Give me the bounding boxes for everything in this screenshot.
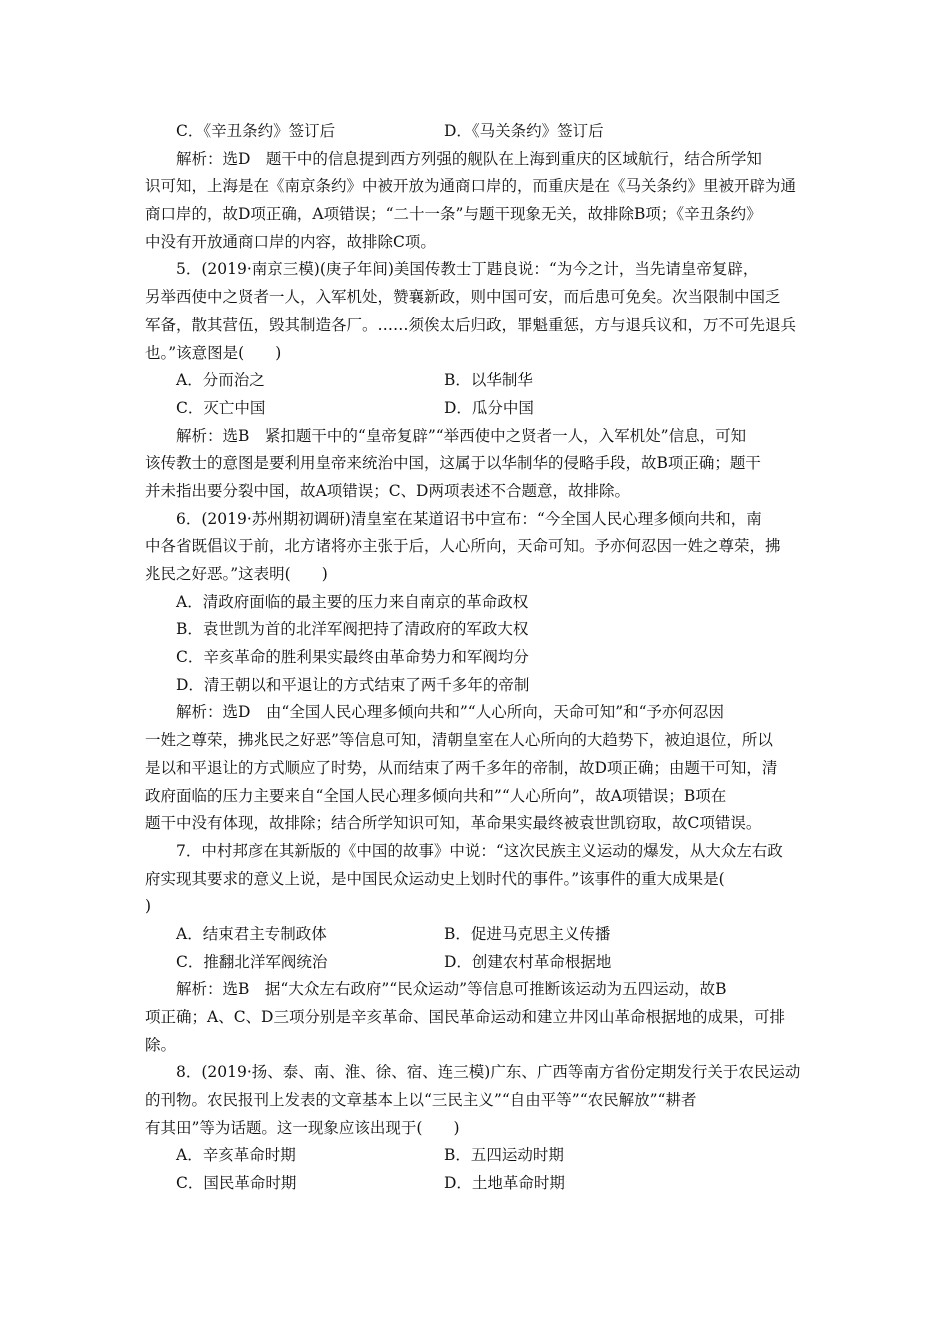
question-stem-line: 另举西使中之贤者一人，入军机处，赞襄新政，则中国可安，而后患可免矣。次当限制中国乏 <box>145 288 781 307</box>
option-row <box>145 949 805 977</box>
question-stem-line: 7．中村邦彦在其新版的《中国的故事》中说：“这次民族主义运动的爆发，从大众左右政 <box>176 841 783 860</box>
option-a: A．分而治之 <box>176 371 265 390</box>
option-d: D．创建农村革命根据地 <box>444 952 612 971</box>
analysis-line: 解析：选B 据“大众左右政府”“民众运动”等信息可推断该运动为五四运动，故B <box>176 980 727 999</box>
question-stem-line: 兆民之好恶。”这表明( ) <box>145 565 328 583</box>
option-c: C．推翻北洋军阀统治 <box>176 952 328 971</box>
question-stem-line: 军备，散其营伍，毁其制造各厂。……须俟太后归政，罪魁重惩，方与退兵议和，万不可先退兵 <box>145 315 797 334</box>
question-stem-line: ) <box>145 897 152 916</box>
analysis-line: 该传教士的意图是要利用皇帝来统治中国，这属于以华制华的侵略手段，故B项正确；题干 <box>145 454 761 473</box>
option-row <box>145 921 805 949</box>
option-row <box>145 367 805 395</box>
analysis-line: 除。 <box>145 1035 177 1054</box>
analysis-line: 解析：选B 紧扣题干中的“皇帝复辟”“举西使中之贤者一人，入军机处”信息，可知 <box>176 426 747 445</box>
analysis-line: 识可知，上海是在《南京条约》中被开放为通商口岸的，而重庆是在《马关条约》里被开辟为通 <box>145 177 797 196</box>
question-stem-line: 也。”该意图是( ) <box>145 343 282 362</box>
option-b: B．促进马克思主义传播 <box>444 924 611 943</box>
option-b: B．五四运动时期 <box>444 1146 564 1165</box>
option-d: D．土地革命时期 <box>444 1174 565 1193</box>
analysis-line: 项正确；A、C、D三项分别是辛亥革命、国民革命运动和建立井冈山革命根据地的成果，可排 <box>145 1008 785 1026</box>
analysis-line: 政府面临的压力主要来自“全国人民心理多倾向共和”“人心所向”，故A项错误；B项在 <box>145 786 727 805</box>
option-row <box>145 118 805 146</box>
option-row <box>145 1170 805 1198</box>
analysis-line: 题干中没有体现，故排除；结合所学知识可知，革命果实最终被袁世凯窃取，故C项错误。 <box>145 814 762 833</box>
question-stem-line: 的刊物。农民报刊上发表的文章基本上以“三民主义”“自由平等”“农民解放”“耕者 <box>145 1091 697 1110</box>
analysis-line: 解析：选D 题干中的信息提到西方列强的舰队在上海到重庆的区域航行，结合所学知 <box>176 149 762 168</box>
analysis-line: 中没有开放通商口岸的内容，故排除C项。 <box>145 232 436 251</box>
question-stem-line: 中各省既倡议于前，北方诸将亦主张于后，人心所向，天命可知。予亦何忍因一姓之尊荣，拂 <box>145 537 781 556</box>
option-row <box>145 1142 805 1170</box>
question-5 <box>145 256 805 505</box>
analysis-line: 是以和平退让的方式顺应了时势，从而结束了两千多年的帝制，故D项正确；由题干可知，清 <box>145 758 778 777</box>
option-c: C．《辛丑条约》签订后 <box>176 122 336 140</box>
question-stem-line: 8．(2019·扬、泰、南、淮、徐、宿、连三模)广东、广西等南方省份定期发行关于农民运动 <box>176 1063 801 1082</box>
option-d: D．《马关条约》签订后 <box>444 122 604 140</box>
option-row <box>145 395 805 423</box>
option-b: B．袁世凯为首的北洋军阀把持了清政府的军政大权 <box>176 620 529 639</box>
analysis-line: 解析：选D 由“全国人民心理多倾向共和”“人心所向，天命可知”和“予亦何忍因 <box>176 703 725 722</box>
option-d: D．瓜分中国 <box>444 398 534 417</box>
option-b: B．以华制华 <box>444 371 533 390</box>
document-page <box>145 118 805 1198</box>
option-d: D．清王朝以和平退让的方式结束了两千多年的帝制 <box>176 675 530 694</box>
option-c: C．国民革命时期 <box>176 1174 297 1193</box>
question-8 <box>145 1059 805 1197</box>
analysis-line: 一姓之尊荣，拂兆民之好恶”等信息可知，清朝皇室在人心所向的大趋势下，被迫退位，所以 <box>145 731 773 750</box>
question-4-tail <box>145 118 805 256</box>
question-6 <box>145 506 805 838</box>
analysis-line: 商口岸的，故D项正确，A项错误；“二十一条”与题干现象无关，故排除B项；《辛丑条约》 <box>145 205 762 224</box>
question-stem-line: 6．(2019·苏州期初调研)清皇室在某道诏书中宣布：“今全国人民心理多倾向共和，南 <box>176 509 762 528</box>
question-stem-line: 有其田”等为话题。这一现象应该出现于( ) <box>145 1118 460 1137</box>
option-a: A．结束君主专制政体 <box>176 924 327 943</box>
question-stem-line: 5．(2019·南京三模)(庚子年间)美国传教士丁韪良说：“为今之计，当先请皇帝复辟， <box>176 260 759 279</box>
option-a: A．辛亥革命时期 <box>176 1146 296 1165</box>
analysis-line: 并未指出要分裂中国，故A项错误；C、D两项表述不合题意，故排除。 <box>145 481 630 500</box>
question-7 <box>145 838 805 1060</box>
option-a: A．清政府面临的最主要的压力来自南京的革命政权 <box>176 592 529 611</box>
option-c: C．辛亥革命的胜利果实最终由革命势力和军阀均分 <box>176 648 529 667</box>
question-stem-line: 府实现其要求的意义上说，是中国民众运动史上划时代的事件。”该事件的重大成果是( <box>145 869 725 888</box>
option-c: C．灭亡中国 <box>176 398 266 417</box>
